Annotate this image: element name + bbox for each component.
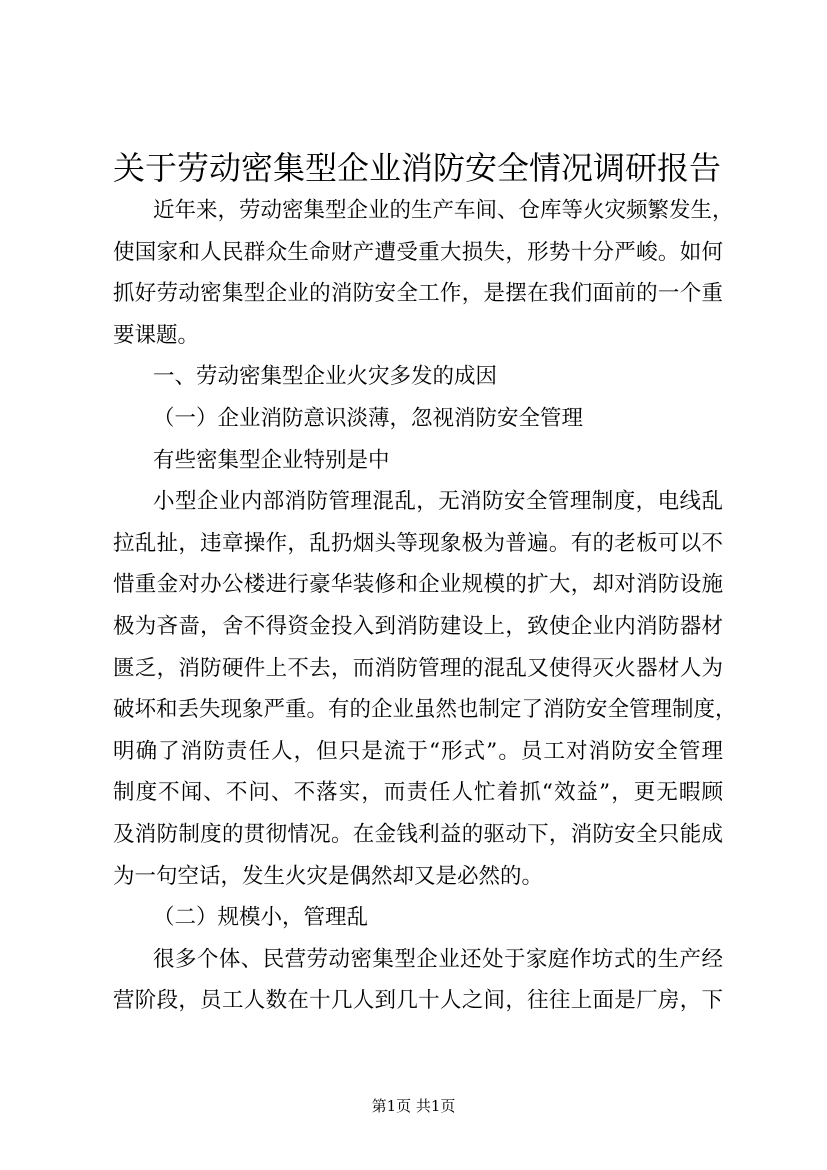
document-title: 关于劳动密集型企业消防安全情况调研报告 bbox=[113, 149, 722, 187]
text-line: 抓好劳动密集型企业的消防安全工作，是摆在我们面前的一个重 bbox=[113, 281, 723, 307]
page-footer: 第1页 共1页 bbox=[371, 1097, 456, 1115]
text-line: 一、劳动密集型企业火灾多发的成因 bbox=[153, 364, 498, 390]
text-line: 匮乏，消防硬件上不去，而消防管理的混乱又使得灭火器材人为 bbox=[113, 655, 723, 681]
text-line: 惜重金对办公楼进行豪华装修和企业规模的扩大，却对消防设施 bbox=[113, 572, 723, 598]
text-line: 小型企业内部消防管理混乱，无消防安全管理制度，电线乱 bbox=[153, 489, 723, 515]
text-line: 及消防制度的贯彻情况。在金钱利益的驱动下，消防安全只能成 bbox=[113, 821, 723, 847]
text-line: 为一句空话，发生火灾是偶然却又是必然的。 bbox=[113, 863, 544, 889]
text-line: （一）企业消防意识淡薄，忽视消防安全管理 bbox=[153, 405, 584, 431]
text-line: 有些密集型企业特别是中 bbox=[153, 447, 390, 473]
text-line: 拉乱扯，违章操作，乱扔烟头等现象极为普遍。有的老板可以不 bbox=[113, 530, 723, 556]
text-line: 制度不闻、不问、不落实，而责任人忙着抓“效益”，更无暇顾 bbox=[113, 780, 723, 806]
text-line: 营阶段，员工人数在十几人到几十人之间，往往上面是厂房，下 bbox=[113, 988, 723, 1014]
text-line: 使国家和人民群众生命财产遭受重大损失，形势十分严峻。如何 bbox=[113, 239, 723, 265]
document-body bbox=[113, 190, 737, 1022]
text-line: （二）规模小，管理乱 bbox=[153, 905, 369, 931]
text-line: 要课题。 bbox=[113, 322, 200, 348]
text-line: 近年来，劳动密集型企业的生产车间、仓库等火灾频繁发生， bbox=[153, 198, 734, 223]
text-line: 极为吝啬，舍不得资金投入到消防建设上，致使企业内消防器材 bbox=[113, 613, 723, 639]
text-line: 明确了消防责任人，但只是流于“形式”。员工对消防安全管理 bbox=[113, 738, 723, 764]
text-line: 破坏和丢失现象严重。有的企业虽然也制定了消防安全管理制度， bbox=[113, 697, 737, 723]
text-line: 很多个体、民营劳动密集型企业还处于家庭作坊式的生产经 bbox=[153, 946, 723, 972]
